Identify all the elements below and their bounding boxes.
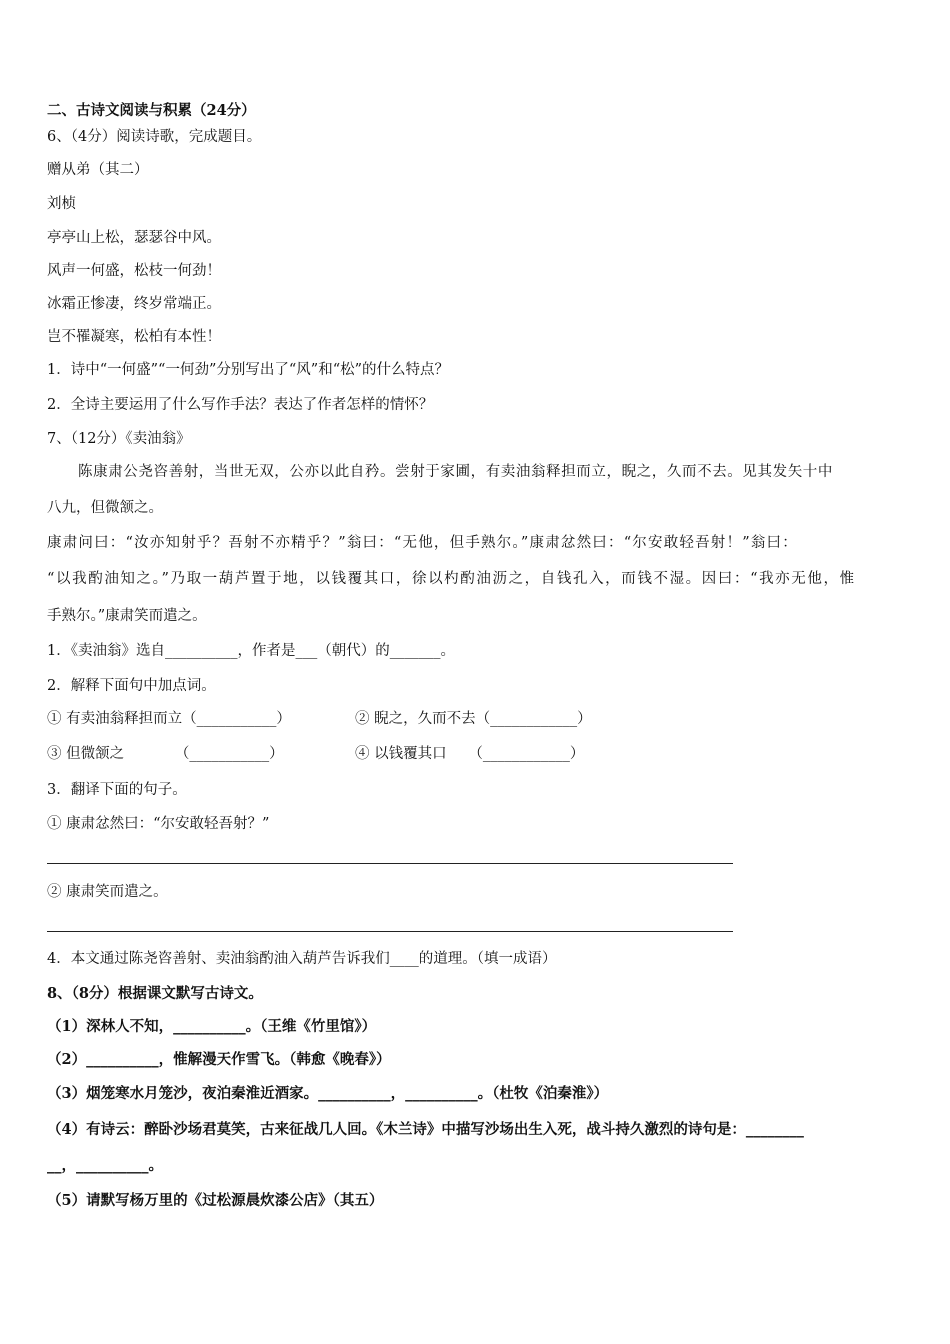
passage-line: “以我酌油知之。”乃取一葫芦置于地，以钱覆其口，徐以杓酌油沥之，自钱孔入，而钱不湿。因曰：“我亦无他，惟 <box>47 571 856 587</box>
q8-item: （5）请默写杨万里的《过松源晨炊漆公店》（其五） <box>47 1192 384 1209</box>
q8-item: （4）有诗云：醉卧沙场君莫笑，古来征战几人回。《木兰诗》中描写沙场出生入死，战斗持久激烈的诗句是：________ <box>47 1121 804 1138</box>
poem-line: 冰霜正惨凄，终岁常端正。 <box>47 296 221 312</box>
q6-sub2: 2．全诗主要运用了什么写作手法？表达了作者怎样的情怀？ <box>47 397 434 413</box>
passage-line: 陈康肃公尧咨善射，当世无双，公亦以此自矜。尝射于家圃，有卖油翁释担而立，睨之，久而不去。见其发矢十中 <box>78 464 833 480</box>
poem-author: 刘桢 <box>47 196 76 212</box>
poem-title: 赠从弟（其二） <box>47 162 149 178</box>
q8-item: __，__________。 <box>47 1157 163 1174</box>
answer-line[interactable] <box>47 863 733 864</box>
passage-line: 手熟尔。”康肃笑而遣之。 <box>47 608 207 624</box>
passage-line: 八九，但微颔之。 <box>47 500 163 516</box>
q7-sub2-item: ④ 以钱覆其口 （____________） <box>355 746 585 762</box>
q7-sub3-item2: ② 康肃笑而遣之。 <box>47 884 168 900</box>
section-title: 二、古诗文阅读与积累（24分） <box>47 102 256 119</box>
q7-sub3-item1: ① 康肃忿然曰：“尔安敢轻吾射？” <box>47 816 270 832</box>
q6-sub1: 1．诗中“一何盛”“一何劲”分别写出了“风”和“松”的什么特点？ <box>47 362 450 378</box>
answer-line[interactable] <box>47 931 733 932</box>
poem-line: 亭亭山上松，瑟瑟谷中风。 <box>47 230 221 246</box>
q7-sub4: 4．本文通过陈尧咨善射、卖油翁酌油入葫芦告诉我们____的道理。（填一成语） <box>47 951 557 967</box>
q8-header: 8、（8分）根据课文默写古诗文。 <box>47 985 263 1002</box>
q7-sub2-item: ② 睨之，久而不去（____________） <box>355 711 592 727</box>
q7-header: 7、（12分）《卖油翁》 <box>47 431 191 447</box>
q8-item: （1）深林人不知，__________。（王维《竹里馆》） <box>47 1018 377 1035</box>
q8-item: （3）烟笼寒水月笼沙，夜泊秦淮近酒家。__________，__________。（杜牧《泊秦淮》） <box>47 1085 609 1102</box>
poem-line: 岂不罹凝寒，松柏有本性！ <box>47 329 221 345</box>
q8-item: （2）__________，惟解漫天作雪飞。（韩愈《晚春》） <box>47 1051 391 1068</box>
q6-header: 6、（4分）阅读诗歌，完成题目。 <box>47 129 262 145</box>
q7-sub2: 2．解释下面句中加点词。 <box>47 678 216 694</box>
q7-sub1: 1．《卖油翁》选自__________，作者是___（朝代）的_______。 <box>47 643 455 659</box>
q7-sub2-item: ③ 但微颔之 （___________） <box>47 746 284 762</box>
q7-sub2-item: ① 有卖油翁释担而立（___________） <box>47 711 291 727</box>
passage-line: 康肃问曰：“汝亦知射乎？吾射不亦精乎？”翁曰：“无他，但手熟尔。”康肃忿然曰：“尔安敢轻吾射！”翁曰： <box>47 535 798 551</box>
q7-sub3: 3．翻译下面的句子。 <box>47 782 187 798</box>
poem-line: 风声一何盛，松枝一何劲！ <box>47 263 221 279</box>
